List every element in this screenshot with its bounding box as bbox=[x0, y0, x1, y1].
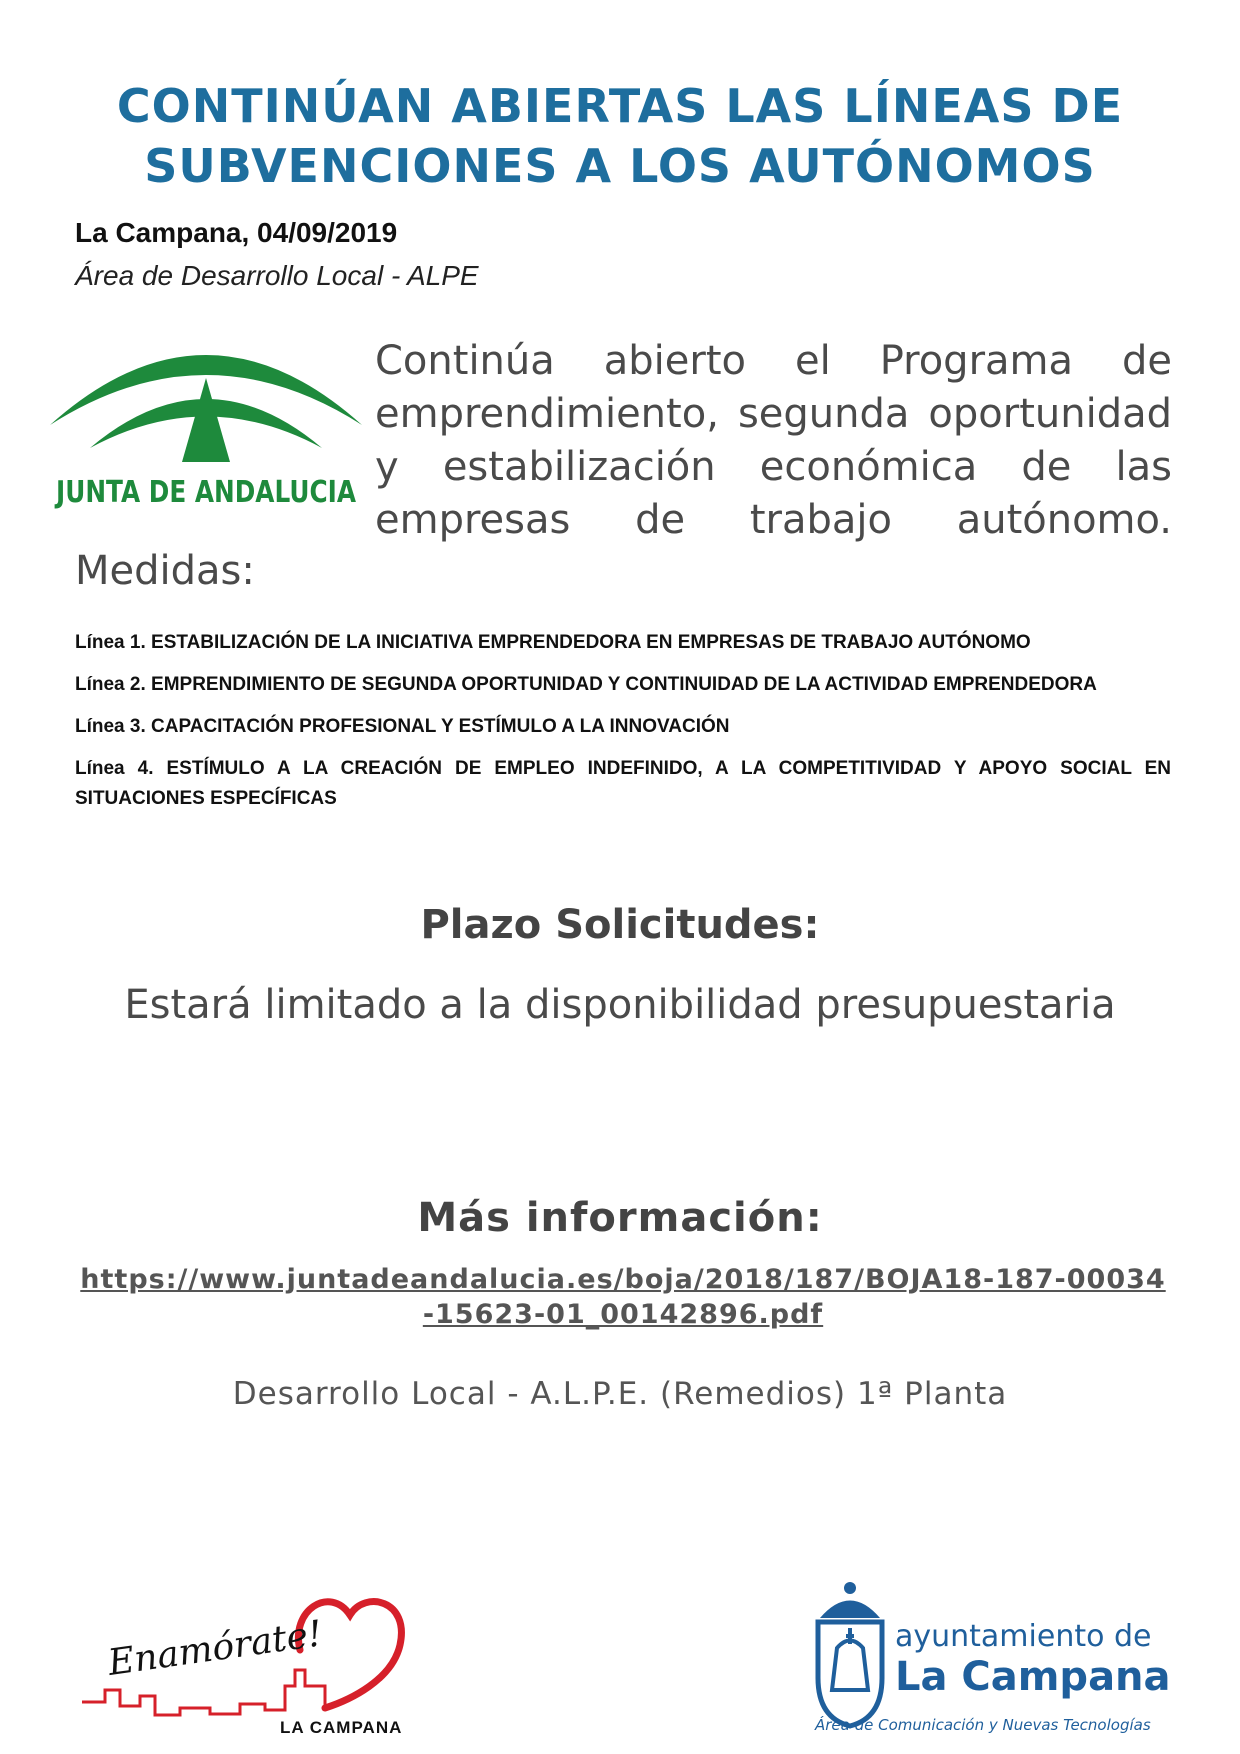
more-info-heading: Más información: bbox=[417, 1195, 823, 1241]
logo-text: JUNTA DE ANDALUCIA bbox=[54, 475, 357, 510]
measures-list bbox=[75, 628, 1171, 826]
deadline-text: Estará limitado a la disponibilidad presupuestaria bbox=[124, 982, 1116, 1028]
ayto-subtitle: Área de Comunicación y Nuevas Tecnologías bbox=[815, 1716, 1151, 1734]
department-label: Área de Desarrollo Local - ALPE bbox=[75, 260, 479, 291]
measure-line-3: Línea 3. CAPACITACIÓN PROFESIONAL Y ESTÍMULO A LA INNOVACIÓN bbox=[75, 716, 730, 737]
logo-triangle bbox=[182, 378, 230, 462]
deadline-heading: Plazo Solicitudes: bbox=[420, 902, 820, 948]
ayto-line1: ayuntamiento de bbox=[895, 1619, 1152, 1654]
la-campana-caption: LA CAMPANA bbox=[280, 1718, 403, 1737]
office-location: Desarrollo Local - A.L.P.E. (Remedios) 1ª Planta bbox=[232, 1376, 1008, 1412]
enamorate-la-campana-logo bbox=[80, 1590, 440, 1740]
enamorate-script: Enamórate! bbox=[105, 1613, 325, 1684]
measure-line-1: Línea 1. ESTABILIZACIÓN DE LA INICIATIVA EMPRENDEDORA EN EMPRESAS DE TRABAJO AUTÓNOMO bbox=[75, 632, 1031, 653]
ayto-line2: La Campana bbox=[895, 1654, 1171, 1700]
ayuntamiento-la-campana-logo bbox=[810, 1578, 1170, 1738]
coat-of-arms-icon bbox=[818, 1582, 882, 1726]
dateline: La Campana, 04/09/2019 bbox=[75, 217, 398, 248]
boja-document-link[interactable]: https://www.juntadeandalucia.es/boja/2018/187/BOJA18-187-00034-15623-01_00142896.pdf bbox=[80, 1264, 1166, 1330]
measure-line-2: Línea 2. EMPRENDIMIENTO DE SEGUNDA OPORTUNIDAD Y CONTINUIDAD DE LA ACTIVIDAD EMPRENDEDORA bbox=[75, 674, 1097, 695]
measure-line-4: Línea 4. ESTÍMULO A LA CREACIÓN DE EMPLEO INDEFINIDO, A LA COMPETITIVIDAD Y APOYO SOCIAL EN SITUACIONES ESPECÍFICAS bbox=[75, 758, 1171, 809]
intro-paragraph: Continúa abierto el Programa de emprendimiento, segunda oportunidad y estabilización económica de las empresas de trabajo autónomo. bbox=[375, 338, 1172, 543]
page-title: CONTINÚAN ABIERTAS LAS LÍNEAS DE SUBVENCIONES A LOS AUTÓNOMOS bbox=[116, 79, 1124, 193]
junta-de-andalucia-logo bbox=[48, 330, 364, 535]
medidas-label: Medidas: bbox=[75, 548, 255, 594]
